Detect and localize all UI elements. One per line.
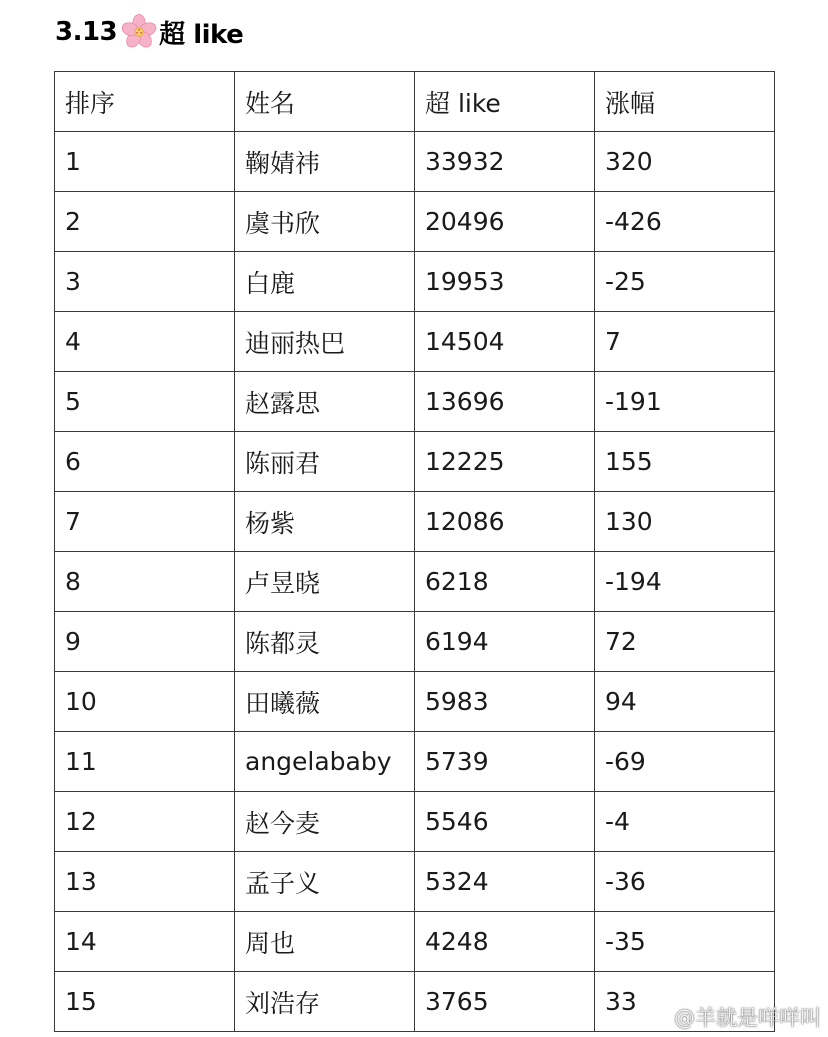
name-cell: 虞书欣 [235, 192, 415, 252]
name-cell: 卢昱晓 [235, 552, 415, 612]
super-like-cell: 3765 [415, 972, 595, 1032]
super-like-cell: 12225 [415, 432, 595, 492]
change-cell: -25 [595, 252, 775, 312]
change-cell: 94 [595, 672, 775, 732]
name-cell: 赵今麦 [235, 792, 415, 852]
name-cell: angelababy [235, 732, 415, 792]
rank-cell: 14 [55, 912, 235, 972]
change-cell: 320 [595, 132, 775, 192]
rank-cell: 7 [55, 492, 235, 552]
super-like-cell: 19953 [415, 252, 595, 312]
rank-cell: 1 [55, 132, 235, 192]
table-row [55, 792, 775, 852]
table-row [55, 192, 775, 252]
table-row [55, 132, 775, 192]
table-row [55, 492, 775, 552]
watermark [640, 1002, 821, 1032]
table-row [55, 612, 775, 672]
rank-cell: 12 [55, 792, 235, 852]
table-row [55, 432, 775, 492]
change-cell: 33 [595, 972, 775, 1032]
name-cell: 田曦薇 [235, 672, 415, 732]
rank-cell: 8 [55, 552, 235, 612]
title-suffix: 超 like [159, 19, 244, 50]
change-cell: -194 [595, 552, 775, 612]
name-cell: 迪丽热巴 [235, 312, 415, 372]
name-cell: 周也 [235, 912, 415, 972]
weibo-icon [640, 1003, 670, 1032]
title-date: 3.13 [55, 17, 118, 47]
table-row [55, 732, 775, 792]
rank-cell: 10 [55, 672, 235, 732]
super-like-cell: 4248 [415, 912, 595, 972]
name-cell: 鞠婧祎 [235, 132, 415, 192]
name-cell: 陈丽君 [235, 432, 415, 492]
ranking-table [54, 71, 775, 1032]
super-like-cell: 5739 [415, 732, 595, 792]
change-cell: -36 [595, 852, 775, 912]
rank-cell: 9 [55, 612, 235, 672]
table-body [55, 132, 775, 1032]
table-row [55, 672, 775, 732]
name-cell: 陈都灵 [235, 612, 415, 672]
change-cell: -69 [595, 732, 775, 792]
super-like-cell: 33932 [415, 132, 595, 192]
table-row [55, 252, 775, 312]
watermark-text: @羊就是咩咩叫 [674, 1006, 821, 1030]
name-cell: 赵露思 [235, 372, 415, 432]
name-cell: 白鹿 [235, 252, 415, 312]
super-like-cell: 5983 [415, 672, 595, 732]
change-cell: 155 [595, 432, 775, 492]
super-like-cell: 12086 [415, 492, 595, 552]
header-change: 涨幅 [595, 72, 775, 132]
super-like-cell: 6218 [415, 552, 595, 612]
change-cell: -426 [595, 192, 775, 252]
rank-cell: 3 [55, 252, 235, 312]
page-title [55, 12, 243, 52]
super-like-cell: 20496 [415, 192, 595, 252]
rank-cell: 15 [55, 972, 235, 1032]
name-cell: 杨紫 [235, 492, 415, 552]
change-cell: 7 [595, 312, 775, 372]
rank-cell: 5 [55, 372, 235, 432]
super-like-cell: 13696 [415, 372, 595, 432]
change-cell: -35 [595, 912, 775, 972]
rank-cell: 6 [55, 432, 235, 492]
super-like-cell: 14504 [415, 312, 595, 372]
name-cell: 刘浩存 [235, 972, 415, 1032]
change-cell: -191 [595, 372, 775, 432]
name-cell: 孟子义 [235, 852, 415, 912]
header-rank: 排序 [55, 72, 235, 132]
rank-cell: 2 [55, 192, 235, 252]
super-like-cell: 5546 [415, 792, 595, 852]
rank-cell: 11 [55, 732, 235, 792]
super-like-cell: 6194 [415, 612, 595, 672]
table-row [55, 852, 775, 912]
change-cell: 130 [595, 492, 775, 552]
header-super-like: 超 like [415, 72, 595, 132]
table-row [55, 312, 775, 372]
super-like-cell: 5324 [415, 852, 595, 912]
change-cell: 72 [595, 612, 775, 672]
header-name: 姓名 [235, 72, 415, 132]
table-row [55, 372, 775, 432]
cherry-blossom-icon [121, 14, 157, 50]
rank-cell: 4 [55, 312, 235, 372]
table-header-row [55, 72, 775, 132]
rank-cell: 13 [55, 852, 235, 912]
change-cell: -4 [595, 792, 775, 852]
table-row [55, 912, 775, 972]
table-row [55, 552, 775, 612]
